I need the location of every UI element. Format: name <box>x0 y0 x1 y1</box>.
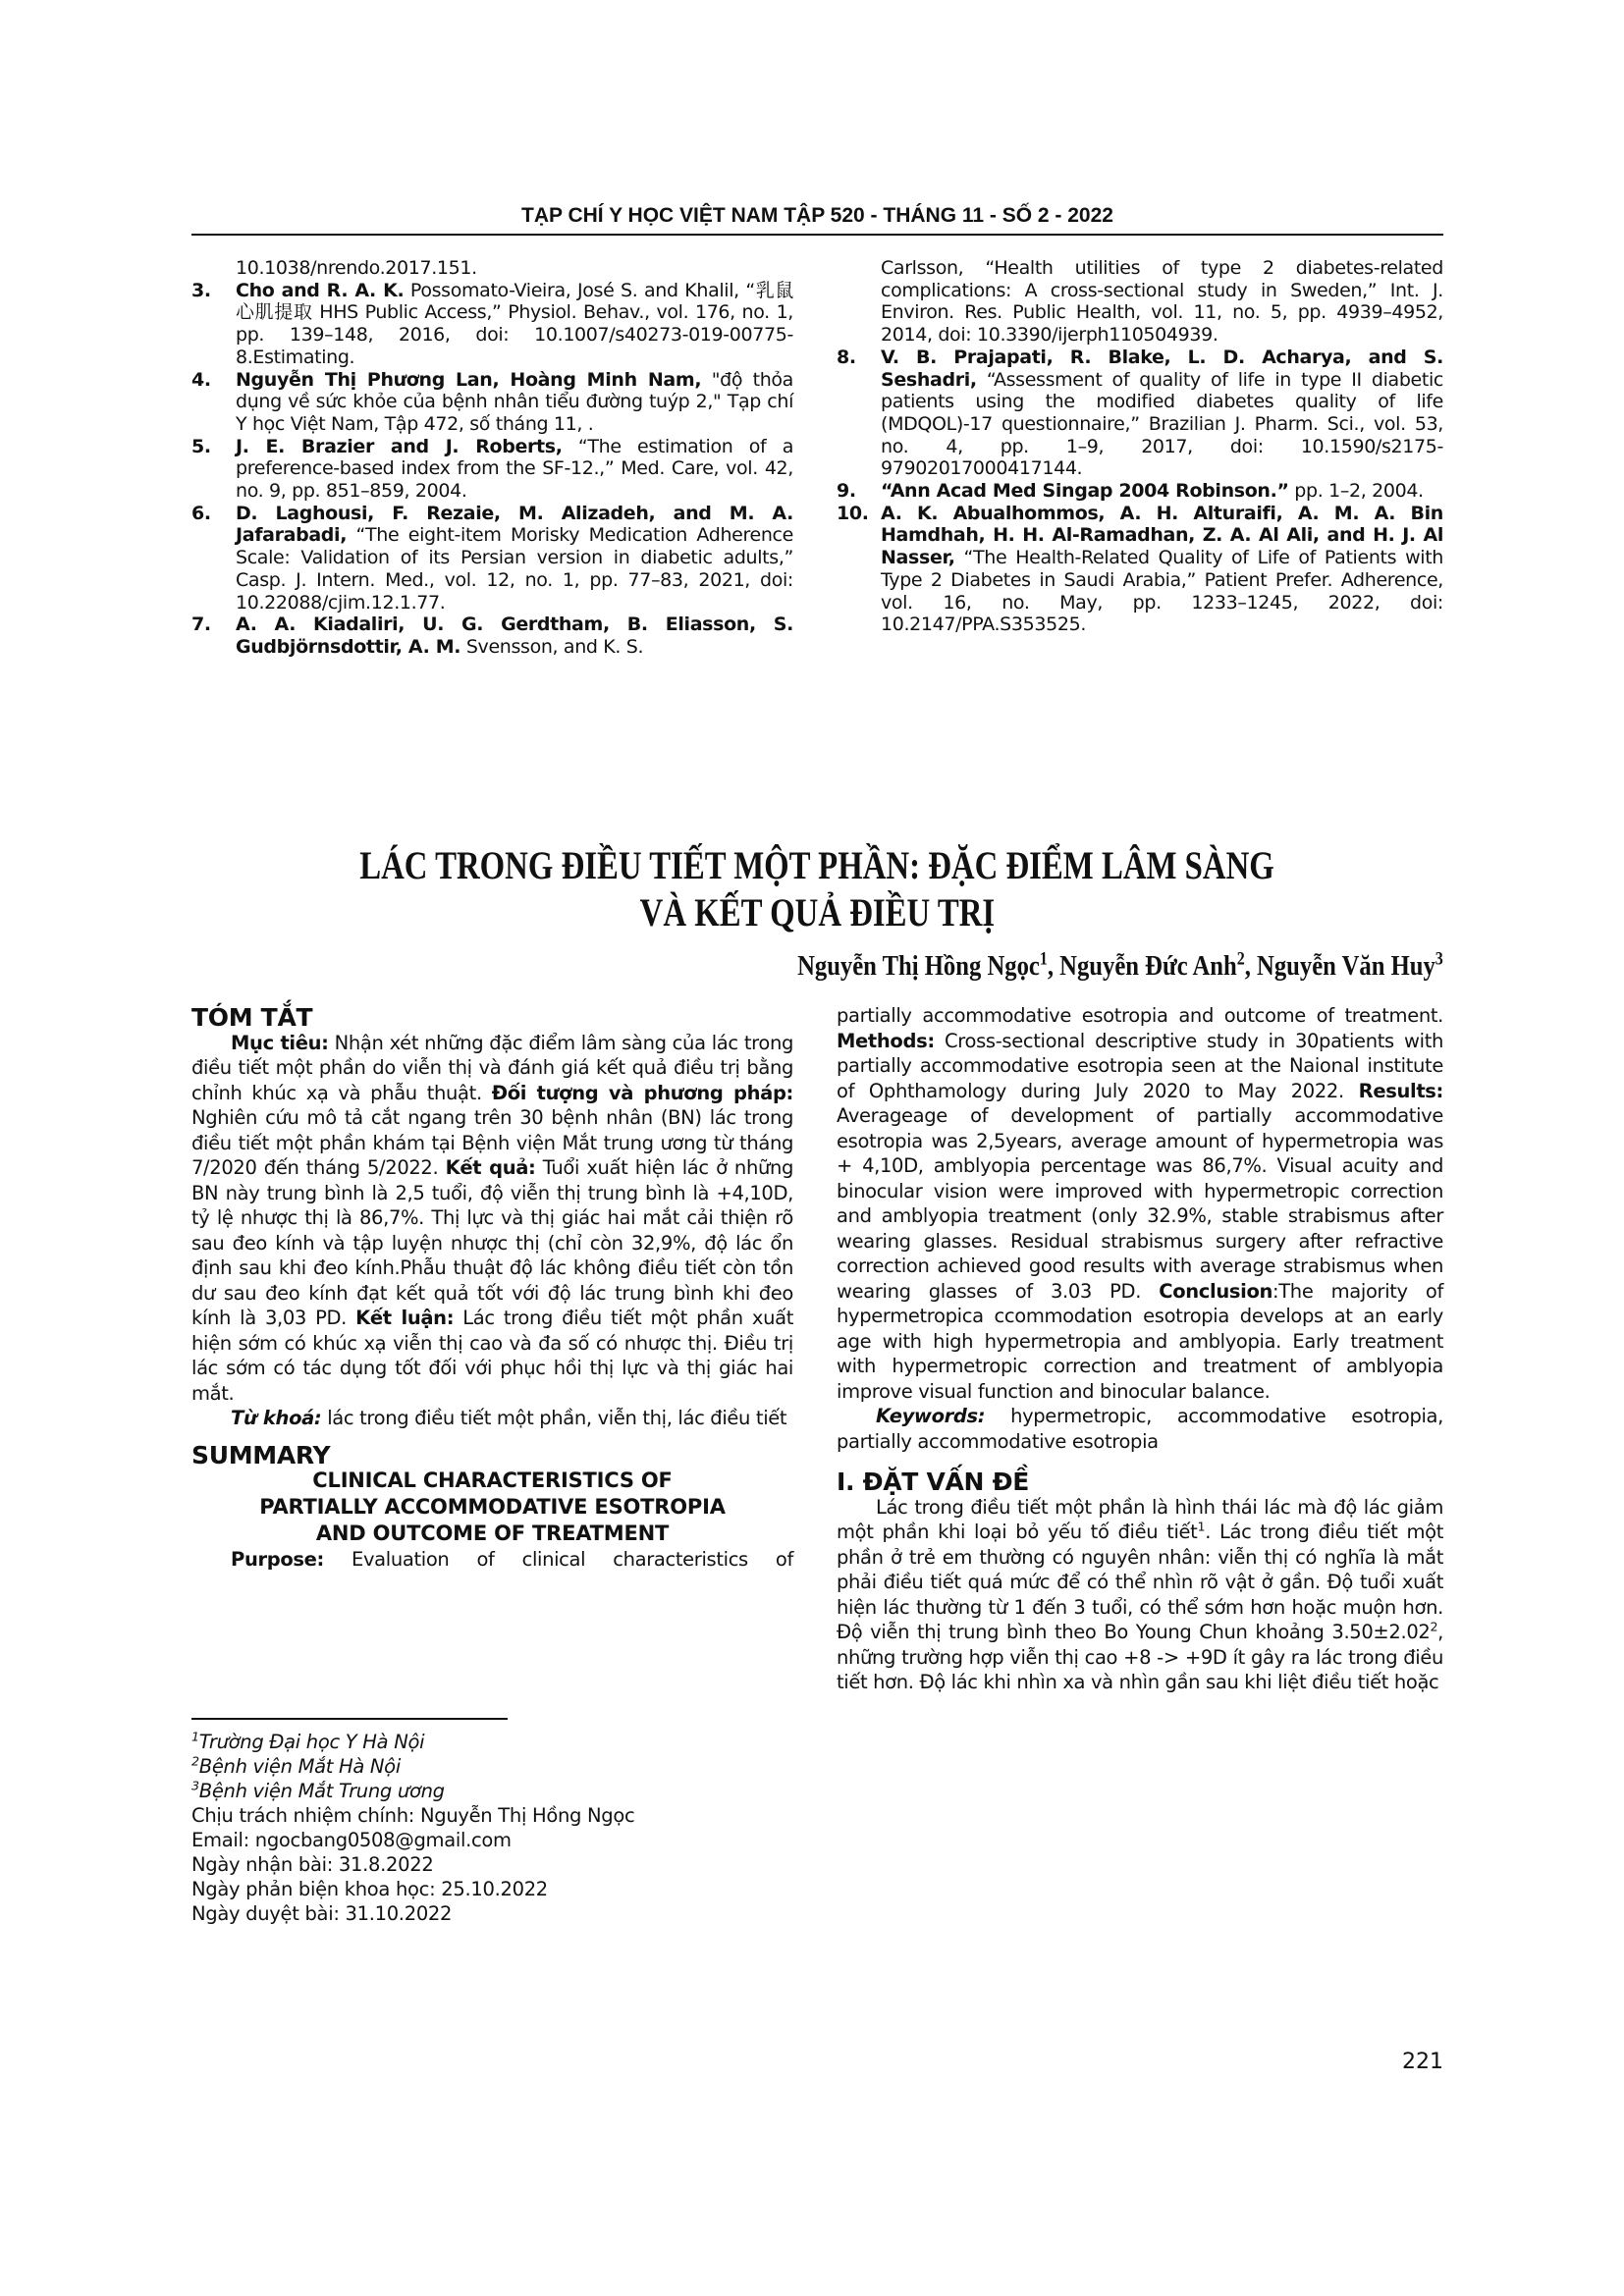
affiliation-text: Trường Đại học Y Hà Nội <box>198 1731 425 1753</box>
summary-heading: SUMMARY <box>191 1440 331 1469</box>
footnotes <box>191 1730 634 1926</box>
muc-tieu-label: Mục tiêu: <box>231 1031 329 1054</box>
reference-number: 7. <box>191 614 211 636</box>
methods-label: Methods: <box>837 1029 935 1052</box>
page-number: 221 <box>1402 2050 1443 2074</box>
author-name: Nguyễn Đức Anh <box>1059 950 1237 982</box>
reference-number: 5. <box>191 435 211 457</box>
date-accepted: Ngày duyệt bài: 31.10.2022 <box>191 1902 453 1925</box>
affiliation-text: Bệnh viện Mắt Trung ương <box>198 1780 445 1802</box>
affiliation-text: Bệnh viện Mắt Hà Nội <box>198 1755 401 1778</box>
intro-text: , những trường hợp viễn thị cao +8 -> +9D ít gây ra lác trong điều tiết hơn. Độ lác khi nhìn xa và nhìn gần sau khi liệt điều tiết hoặc <box>837 1621 1443 1693</box>
reference-text: “The estimation of a preference-based index from the SF-12.,” Med. Care, vol. 42, no. 9, pp. 851–859, 2004. <box>236 435 794 503</box>
author-name: Nguyễn Thị Hồng Ngọc <box>797 950 1041 982</box>
affiliation-mark: 2 <box>191 1753 199 1769</box>
reference-authors: Cho and R. A. K. <box>236 279 405 301</box>
reference-authors: J. E. Brazier and J. Roberts, <box>236 435 563 457</box>
author-list <box>683 950 1443 983</box>
reference-item <box>191 614 793 658</box>
article-title-line: VÀ KẾT QUẢ ĐIỀU TRỊ <box>639 890 996 934</box>
summary-title-line: AND OUTCOME OF TREATMENT <box>315 1522 670 1545</box>
tomtat-heading: TÓM TẮT <box>191 1003 313 1032</box>
reference-text: 10.1038/nrendo.2017.151. <box>236 257 477 279</box>
reference-item <box>191 503 793 614</box>
results-label: Results: <box>1358 1079 1443 1102</box>
reference-authors: A. A. Kiadaliri, U. G. Gerdtham, B. Eliasson, S. Gudbjörnsdottir, A. M. <box>236 614 793 658</box>
citation-mark: 2 <box>1430 1619 1438 1634</box>
reference-text: "độ thỏa dụng về sức khỏe của bệnh nhân tiểu đường tuýp 2," Tạp chí Y học Việt Nam, Tập 472, số tháng 11, . <box>236 368 793 435</box>
reference-number: 10. <box>837 502 869 524</box>
reference-continuation <box>191 257 793 280</box>
reference-number: 9. <box>837 480 856 503</box>
reference-item <box>837 480 1443 503</box>
summary-title <box>191 1468 793 1547</box>
abstract-english <box>837 1003 1443 1695</box>
ket-luan-label: Kết luận: <box>355 1307 455 1329</box>
reference-item <box>191 280 793 369</box>
ket-qua-label: Kết quả: <box>445 1156 536 1179</box>
responsible-author: Chịu trách nhiệm chính: Nguyễn Thị Hồng Ngọc <box>191 1804 635 1827</box>
reference-text: “Assessment of quality of life in type II diabetic patients using the modified diabetes quality of life (MDQOL)-17 questionnaire,” Brazilian J. Pharm. Sci., vol. 53, no. 4, pp. 1–9, 2017, doi: 10.1590/s2175-97902017000417144. <box>881 368 1443 480</box>
reference-text: Svensson, and K. S. <box>460 635 644 658</box>
purpose-text-continued: partially accommodative esotropia and outcome of treatment. <box>837 1004 1443 1027</box>
email: Email: ngocbang0508@gmail.com <box>191 1829 512 1851</box>
intro-heading: I. ĐẶT VẤN ĐỀ <box>837 1468 1030 1496</box>
header-rule <box>191 234 1443 236</box>
reference-continuation <box>837 257 1443 347</box>
doi-tuong-text: Nghiên cứu mô tả cắt ngang trên 30 bệnh nhân (BN) lác trong điều tiết một phần khám tại Bệnh viện Mắt trung ương từ tháng 7/2020 đến tháng 5/2022. <box>191 1106 793 1179</box>
reference-text: Possomato-Vieira, José S. and Khalil, “乳鼠心肌提取 HHS Public Access,” Physiol. Behav., vol. 176, no. 1, pp. 139–148, 2016, doi: 10.1007/s40273-019-00775-8.Estimating. <box>236 279 793 368</box>
reference-text: Carlsson, “Health utilities of type 2 diabetes-related complications: A cross-sectional study in Sweden,” Int. J. Environ. Res. Public Health, vol. 11, no. 5, pp. 4939–4952, 2014, doi: 10.3390/ijerph110504939. <box>881 257 1443 347</box>
intro-text: Lác trong điều tiết một phần là hình thái lác mà độ lác giảm một phần khi loại bỏ yếu tố điều tiết <box>837 1495 1443 1543</box>
purpose-text: Evaluation of clinical characteristics of <box>323 1548 793 1571</box>
methods-text: Cross-sectional descriptive study in 30patients with partially accommodative esotropia seen at the Naional institute of Ophthamology during July 2020 to May 2022. <box>837 1029 1443 1102</box>
reference-text: “The eight-item Morisky Medication Adherence Scale: Validation of its Persian version in diabetic adults,” Casp. J. Intern. Med., vol. 12, no. 1, pp. 77–83, 2021, doi: 10.22088/cjim.12.1.77. <box>236 524 793 614</box>
author-affiliation-mark: 1 <box>1040 948 1049 970</box>
affiliation-mark: 3 <box>191 1778 199 1793</box>
keywords-label: Keywords: <box>876 1405 986 1427</box>
summary-title-line: CLINICAL CHARACTERISTICS OF <box>312 1468 673 1492</box>
summary-title-line: PARTIALLY ACCOMMODATIVE ESOTROPIA <box>259 1495 726 1519</box>
keywords-text: hypermetropic, accommodative esotropia, partially accommodative esotropia <box>837 1405 1443 1453</box>
references-right-column <box>837 257 1443 636</box>
reference-number: 8. <box>837 346 856 368</box>
reference-number: 4. <box>191 368 211 391</box>
affiliation <box>191 1779 634 1803</box>
reference-item <box>837 347 1443 480</box>
reference-item <box>191 436 793 503</box>
keywords-text: lác trong điều tiết một phần, viễn thị, lác điều tiết <box>321 1407 787 1429</box>
author-separator: , <box>1244 950 1258 982</box>
article-title <box>191 842 1443 936</box>
reference-authors: V. B. Prajapati, R. Blake, L. D. Acharya, and S. Seshadri, <box>881 346 1443 391</box>
author-name: Nguyễn Văn Huy <box>1257 950 1435 982</box>
citation-mark: 1 <box>1197 1519 1206 1534</box>
abstract-vietnamese <box>191 1005 793 1573</box>
intro-text: . Lác trong điều tiết một phần ở trẻ em thường có nguyên nhân: viễn thị có nghĩa là mắt phải điều tiết quá mức để có thể nhìn rõ vật ở gần. Độ tuổi xuất hiện lác thường từ 1 đến 3 tuổi, có thể sớm hơn hoặc muộn hơn. Độ viễn thị trung bình theo Bo Young Chun khoảng 3.50±2.02 <box>837 1521 1443 1643</box>
date-reviewed: Ngày phản biện khoa học: 25.10.2022 <box>191 1878 548 1900</box>
muc-tieu-text: Nhận xét những đặc điểm lâm sàng của lác trong điều tiết một phần do viễn thị và đánh giá kết quả điều trị bằng chỉnh khúc xạ và phẫu thuật. <box>191 1031 793 1104</box>
reference-item <box>837 503 1443 636</box>
keywords-paragraph <box>191 1406 793 1431</box>
ket-luan-text: Lác trong điều tiết một phần xuất hiện sớm có khúc xạ viễn thị cao và đa số có nhược thị. Điều trị lác sớm có tác dụng tốt đối với phục hồi thị lực và thị giác hai mắt. <box>191 1307 793 1405</box>
conclusion-label: Conclusion <box>1159 1279 1273 1303</box>
conclusion-text: :The majority of hypermetropica ccommodation esotropia develops at an early age with high hypermetropia and amblyopia. Early treatment with hypermetropic correction and treatment of amblyopia improve visual function and binocular balance. <box>837 1279 1443 1403</box>
references-left-column <box>191 257 793 659</box>
affiliation <box>191 1754 634 1779</box>
author-affiliation-mark: 3 <box>1435 948 1443 970</box>
reference-text: “The Health-Related Quality of Life of Patients with Type 2 Diabetes in Saudi Arabia,” Patient Prefer. Adherence, vol. 16, no. May, pp. 1233–1245, 2022, doi: 10.2147/PPA.S353525. <box>881 547 1443 636</box>
keywords-paragraph <box>837 1404 1443 1454</box>
reference-authors: A. K. Abualhommos, A. H. Alturaifi, A. M. A. Bin Hamdhah, H. H. Al-Ramadhan, Z. A. Al Ali, and H. J. Al Nasser, <box>881 502 1443 569</box>
doi-tuong-label: Đối tượng và phương pháp: <box>491 1081 794 1104</box>
reference-authors: Nguyễn Thị Phương Lan, Hoàng Minh Nam, <box>236 368 702 391</box>
author-separator: , <box>1048 950 1060 982</box>
reference-item <box>191 369 793 436</box>
reference-number: 3. <box>191 279 211 301</box>
abstract-paragraph <box>191 1547 793 1573</box>
intro-paragraph <box>837 1495 1443 1695</box>
affiliation-mark: 1 <box>191 1729 199 1744</box>
reference-authors: D. Laghousi, F. Rezaie, M. Alizadeh, and M. A. Jafarabadi, <box>236 502 793 547</box>
abstract-paragraph <box>837 1003 1443 1404</box>
author-affiliation-mark: 2 <box>1236 948 1245 970</box>
affiliation <box>191 1730 634 1754</box>
ket-qua-text: Tuổi xuất hiện lác ở những BN này trung bình là 2,5 tuổi, độ viễn thị trung bình là +4,10D, tỷ lệ nhược thị là 86,7%. Thị lực và thị giác hai mắt cải thiện rõ sau đeo kính và tập luyện nhược thị (chỉ còn 32,9%, độ lác ổn định sau khi đeo kính.Phẫu thuật độ lác không điều tiết còn tồn dư sau đeo kính đạt kết quả tốt với độ lác trung bình khi đeo kính là 3,03 PD. <box>191 1156 793 1329</box>
purpose-label: Purpose: <box>231 1548 324 1571</box>
article-title-line: LÁC TRONG ĐIỀU TIẾT MỘT PHẦN: ĐẶC ĐIỂM LÂM SÀNG <box>359 843 1275 887</box>
date-received: Ngày nhận bài: 31.8.2022 <box>191 1853 434 1876</box>
reference-number: 6. <box>191 502 211 524</box>
results-text: Averageage of development of partially accommodative esotropia was 2,5years, average amount of hypermetropia was + 4,10D, amblyopia percentage was 86,7%. Visual acuity and binocular vision were improved with hypermetropic correction and amblyopia treatment (only 32.9%, stable strabismus after wearing glasses. Residual strabismus surgery after refractive correction achieved good results with average strabismus when wearing glasses of 3.03 PD. <box>837 1104 1443 1303</box>
reference-text: pp. 1–2, 2004. <box>1288 480 1424 503</box>
keywords-label: Từ khoá: <box>231 1407 322 1429</box>
reference-authors: “Ann Acad Med Singap 2004 Robinson.” <box>881 480 1289 503</box>
running-header: TẠP CHÍ Y HỌC VIỆT NAM TẬP 520 - THÁNG 11 - SỐ 2 - 2022 <box>521 204 1113 227</box>
abstract-paragraph <box>191 1031 793 1407</box>
footnote-rule <box>191 1718 508 1720</box>
